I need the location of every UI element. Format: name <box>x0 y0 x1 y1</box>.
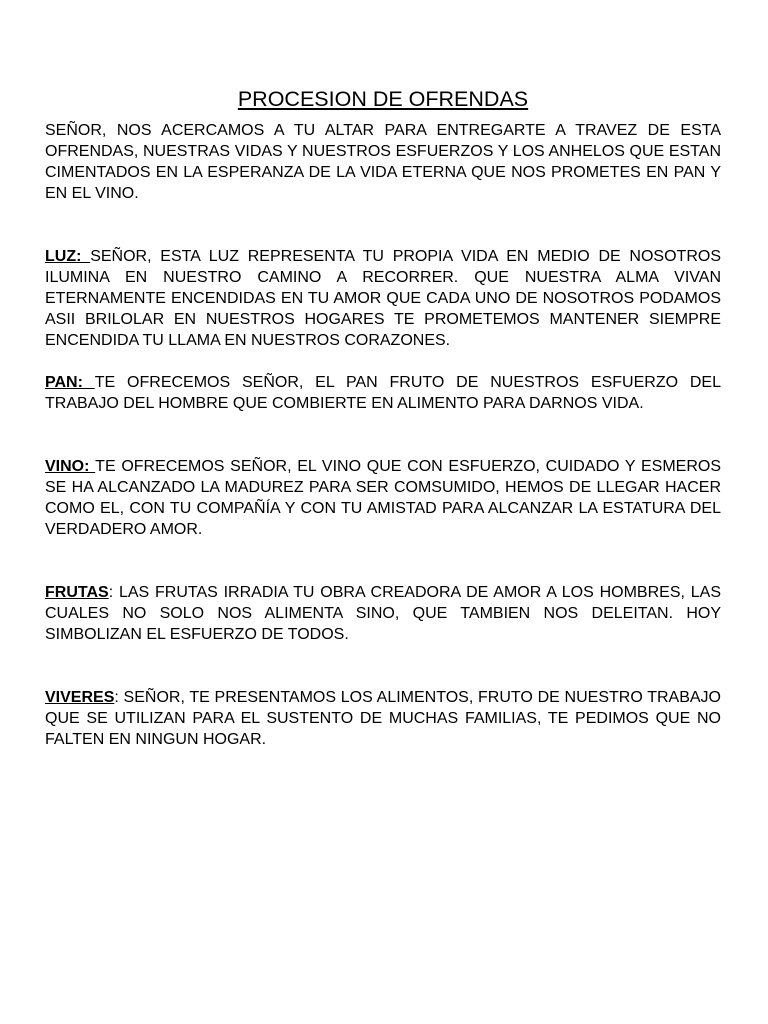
section-luz <box>45 246 721 351</box>
section-pan-label: PAN: <box>45 374 95 391</box>
section-frutas <box>45 582 721 645</box>
section-frutas-label: FRUTAS <box>45 584 109 601</box>
section-luz-label: LUZ: <box>45 248 91 265</box>
section-vino <box>45 456 721 540</box>
section-pan-text: TE OFRECEMOS SEÑOR, EL PAN FRUTO DE NUESTROS ESFUERZO DEL TRABAJO DEL HOMBRE QUE COMBIERTE EN ALIMENTO PARA DARNOS VIDA. <box>45 374 722 412</box>
section-pan <box>45 372 721 414</box>
section-viveres-text: : SEÑOR, TE PRESENTAMOS LOS ALIMENTOS, FRUTO DE NUESTRO TRABAJO QUE SE UTILIZAN PARA EL SUSTENTO DE MUCHAS FAMILIAS, TE PEDIMOS QUE NO FALTEN EN NINGUN HOGAR. <box>45 689 721 748</box>
section-vino-label: VINO: <box>45 458 96 475</box>
intro-paragraph: SEÑOR, NOS ACERCAMOS A TU ALTAR PARA ENTREGARTE A TRAVEZ DE ESTA OFRENDAS, NUESTRAS VIDAS Y NUESTROS ESFUERZOS Y LOS ANHELOS QUE ESTAN CIMENTADOS EN LA ESPERANZA DE LA VIDA ETERNA QUE NOS PROMETES EN PAN Y EN EL VINO. <box>45 122 721 202</box>
document-title: PROCESION DE OFRENDAS <box>237 87 529 111</box>
section-luz-text: SEÑOR, ESTA LUZ REPRESENTA TU PROPIA VIDA EN MEDIO DE NOSOTROS ILUMINA EN NUESTRO CAMINO A RECORRER. QUE NUESTRA ALMA VIVAN ETERNAMENTE ENCENDIDAS EN TU AMOR QUE CADA UNO DE NOSOTROS PODAMOS ASII BRILOLAR EN NUESTROS HOGARES TE PROMETEMOS MANTENER SIEMPRE ENCENDIDA TU LLAMA EN NUESTROS CORAZONES. <box>45 248 721 349</box>
document-page <box>45 84 721 750</box>
section-viveres <box>45 687 721 750</box>
section-viveres-label: VIVERES <box>45 689 115 706</box>
section-vino-text: TE OFRECEMOS SEÑOR, EL VINO QUE CON ESFUERZO, CUIDADO Y ESMEROS SE HA ALCANZADO LA MADUREZ PARA SER COMSUMIDO, HEMOS DE LLEGAR HACER COMO EL, CON TU COMPAÑÍA Y CON TU AMISTAD PARA ALCANZAR LA ESTATURA DEL VERDADERO AMOR. <box>45 458 722 538</box>
section-frutas-text: : LAS FRUTAS IRRADIA TU OBRA CREADORA DE AMOR A LOS HOMBRES, LAS CUALES NO SOLO NOS ALIMENTA SINO, QUE TAMBIEN NOS DELEITAN. HOY SIMBOLIZAN EL ESFUERZO DE TODOS. <box>45 584 721 643</box>
